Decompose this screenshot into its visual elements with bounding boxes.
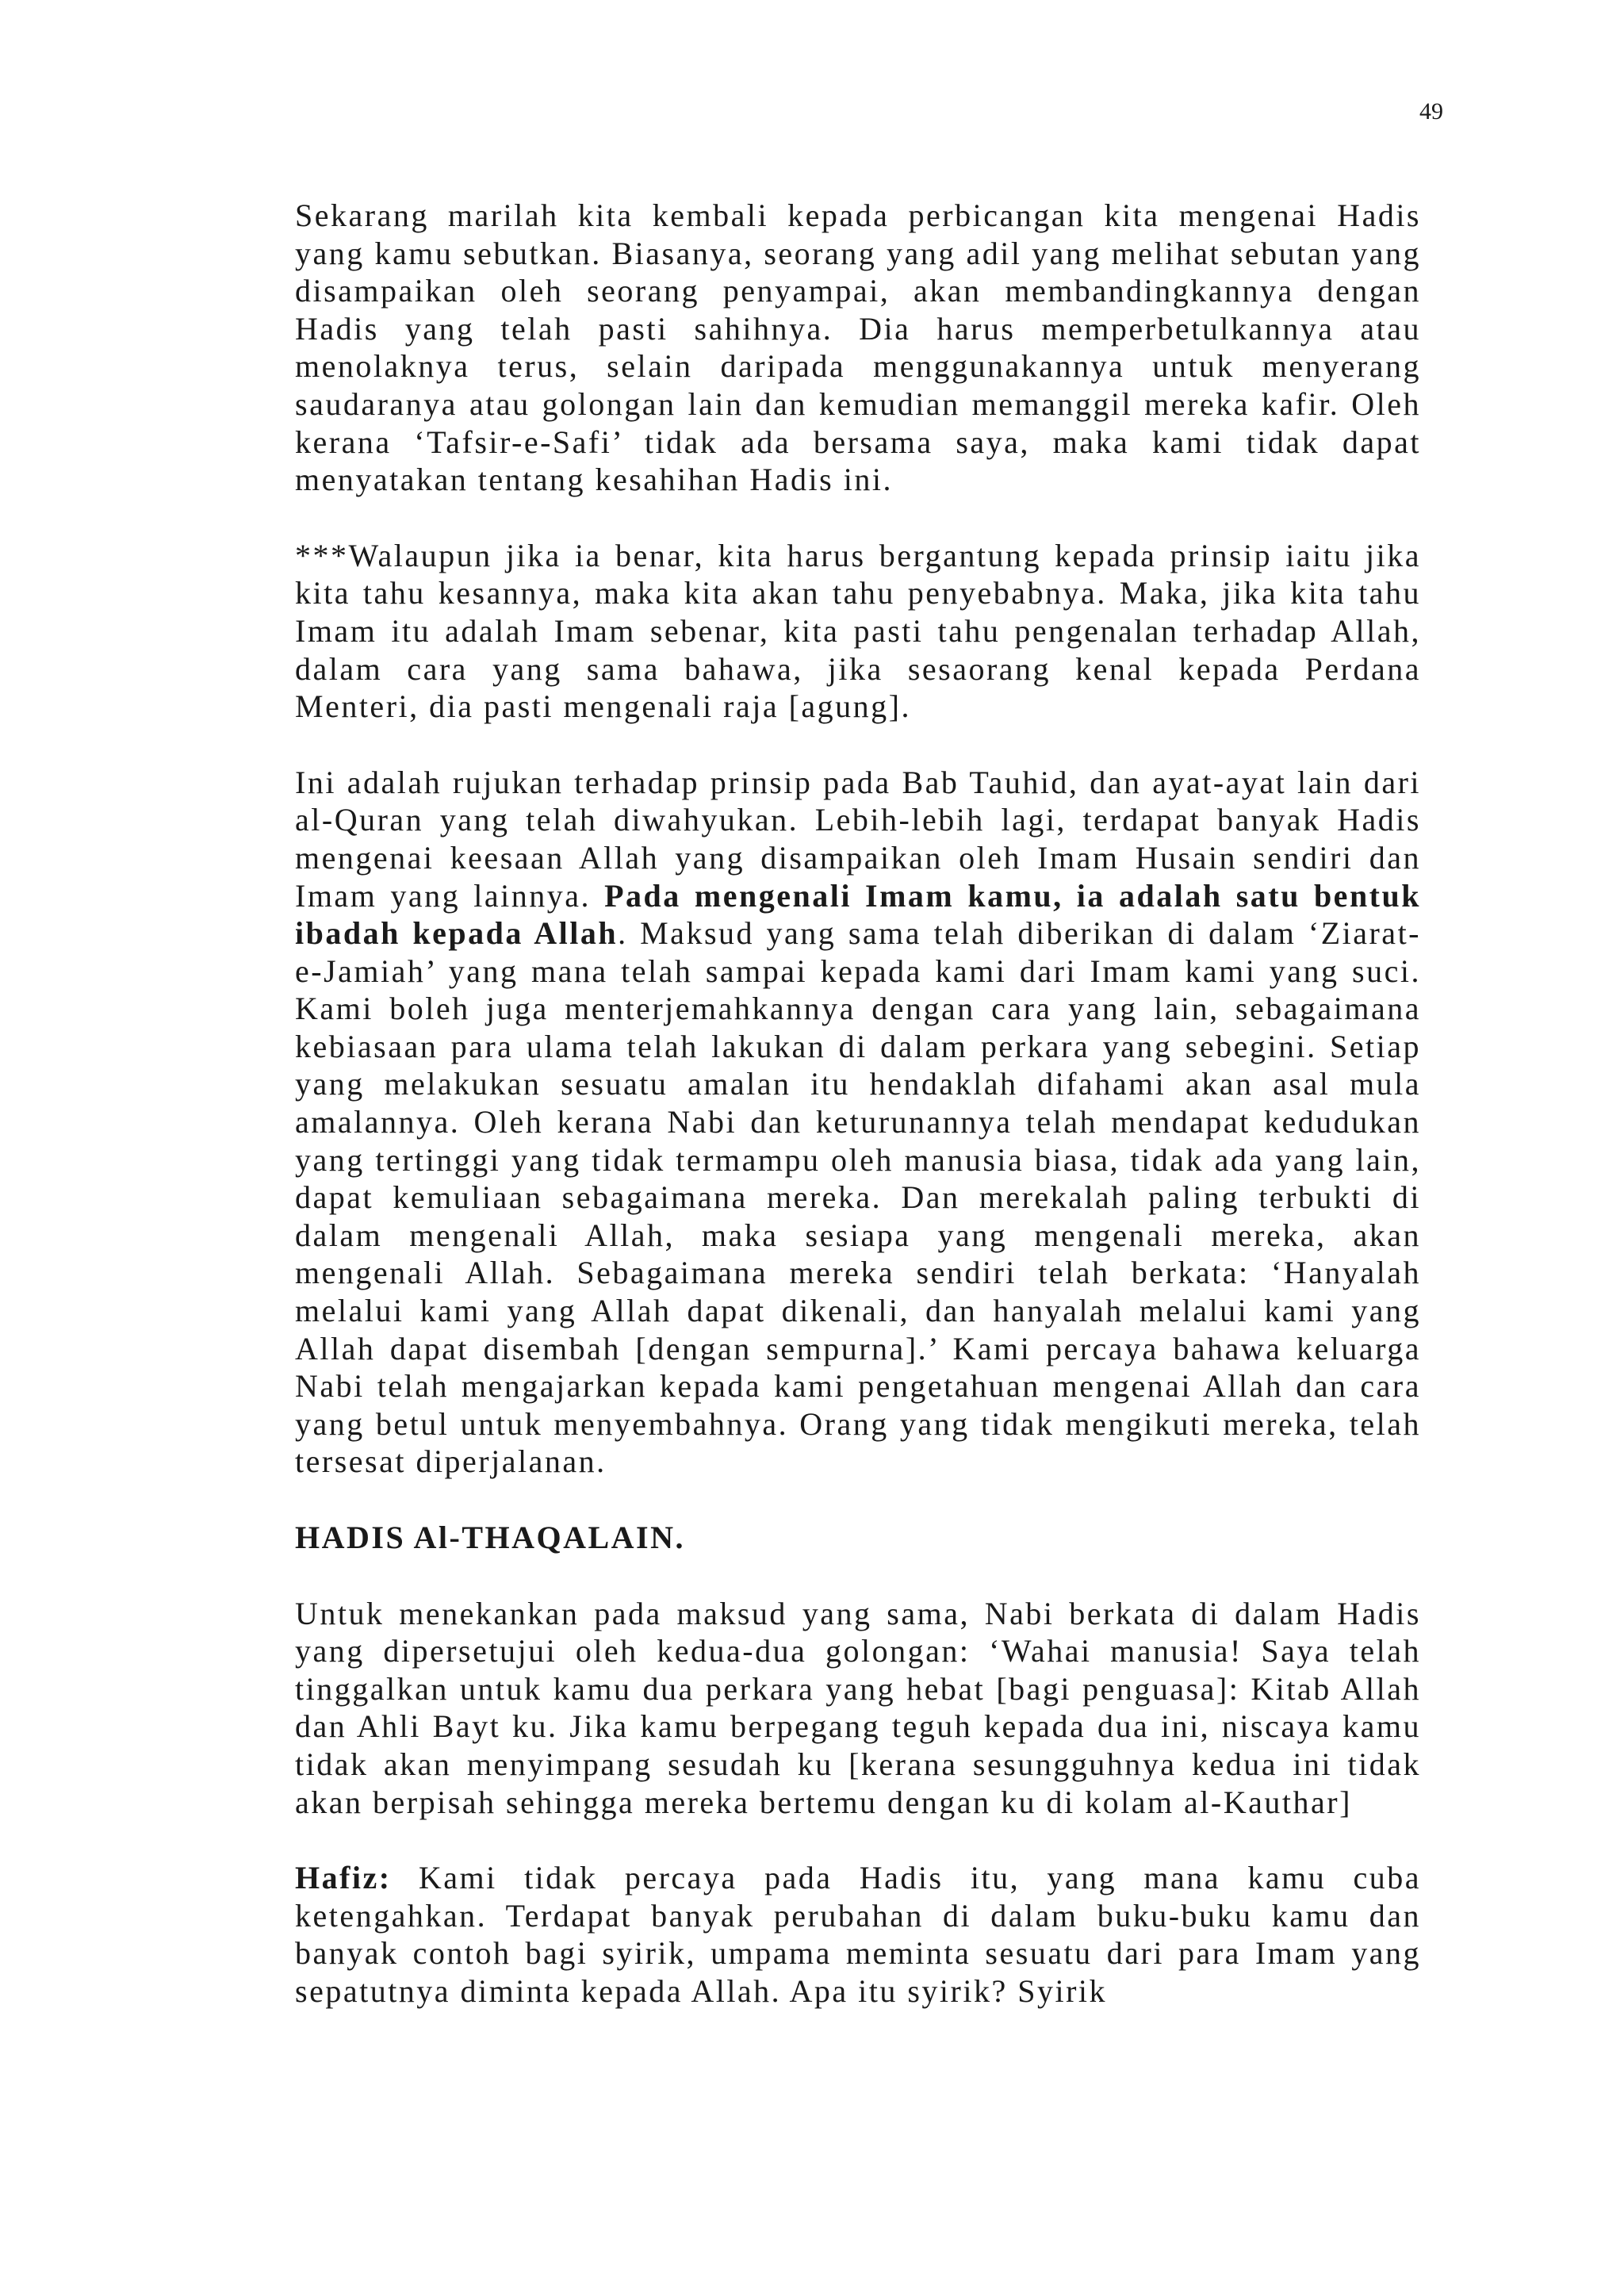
paragraph-prinsip: ***Walaupun jika ia benar, kita harus bergantung kepada prinsip iaitu jika kita tahu kesannya, maka kita akan tahu penyebabnya. Maka, jika kita tahu Imam itu adalah Imam sebenar, kita pasti tahu pengenalan terhadap Allah, dalam cara yang sama bahawa, jika sesaorang kenal kepada Perdana Menteri, dia pasti mengenali raja [agung]. xyxy=(295,537,1421,725)
paragraph-bab-tauhid xyxy=(295,764,1421,1481)
section-heading: HADIS Al-THAQALAIN. xyxy=(295,1520,686,1555)
page-number: 49 xyxy=(1419,98,1443,125)
paragraph-bab-tauhid-start: Ini adalah rujukan terhadap prinsip pada Bab Tauhid, dan ayat-ayat lain dari al-Quran yang telah diwahyukan. Lebih-lebih lagi, terdapat banyak Hadis mengenai keesaan Allah yang disampaikan oleh Imam Husain sendiri dan Imam yang lainnya. xyxy=(295,764,1421,914)
paragraph-tafsir: Sekarang marilah kita kembali kepada perbicangan kita mengenai Hadis yang kamu sebutkan. Biasanya, seorang yang adil yang melihat sebutan yang disampaikan oleh seorang penyampai, akan membandingkannya dengan Hadis yang telah pasti sahihnya. Dia harus memperbetulkannya atau menolaknya terus, selain daripada menggunakannya untuk menyerang saudaranya atau golongan lain dan kemudian memanggil mereka kafir. Oleh kerana ‘Tafsir-e-Safi’ tidak ada bersama saya, maka kami tidak dapat menyatakan tentang kesahihan Hadis ini. xyxy=(295,197,1421,498)
paragraph-bab-tauhid-end: . Maksud yang sama telah diberikan di dalam ‘Ziarat-e-Jamiah’ yang mana telah sampai kepada kami dari Imam kami yang suci. Kami boleh juga menterjemahkannya dengan cara yang lain, sebagaimana kebiasaan para ulama telah lakukan di dalam perkara yang sebegini. Setiap yang melakukan sesuatu amalan itu hendaklah difahami akan asal mula amalannya. Oleh kerana Nabi dan keturunannya telah mendapat kedudukan yang tertinggi yang tidak termampu oleh manusia biasa, tidak ada yang lain, dapat kemuliaan sebagaimana mereka. Dan merekalah paling terbukti di dalam mengenali Allah, maka sesiapa yang mengenali mereka, akan mengenali Allah. Sebagaimana mereka sendiri telah berkata: ‘Hanyalah melalui kami yang Allah dapat dikenali, dan hanyalah melalui kami yang Allah dapat disembah [dengan sempurna].’ Kami percaya bahawa keluarga Nabi telah mengajarkan kepada kami pengetahuan mengenai Allah dan cara yang betul untuk menyembahnya. Orang yang tidak mengikuti mereka, telah tersesat diperjalanan. xyxy=(295,915,1421,1480)
speaker-label: Hafiz: xyxy=(295,1860,392,1896)
paragraph-hafiz-text: Kami tidak percaya pada Hadis itu, yang mana kamu cuba ketengahkan. Terdapat banyak perubahan di dalam buku-buku kamu dan banyak contoh bagi syirik, umpama meminta sesuatu dari para Imam yang sepatutnya diminta kepada Allah. Apa itu syirik? Syirik xyxy=(295,1860,1421,2009)
paragraph-bab-tauhid-emphasis: Pada mengenali Imam kamu, ia adalah satu bentuk ibadah kepada Allah xyxy=(295,877,1421,952)
paragraph-thaqalain: Untuk menekankan pada maksud yang sama, Nabi berkata di dalam Hadis yang dipersetujui oleh kedua-dua golongan: ‘Wahai manusia! Saya telah tinggalkan untuk kamu dua perkara yang hebat [bagi penguasa]: Kitab Allah dan Ahli Bayt ku. Jika kamu berpegang teguh kepada dua ini, niscaya kamu tidak akan menyimpang sesudah ku [kerana sesungguhnya kedua ini tidak akan berpisah sehingga mereka bertemu dengan ku di kolam al-Kauthar] xyxy=(295,1595,1421,1820)
paragraph-hafiz xyxy=(295,1859,1421,2010)
body-text xyxy=(295,197,1421,2010)
